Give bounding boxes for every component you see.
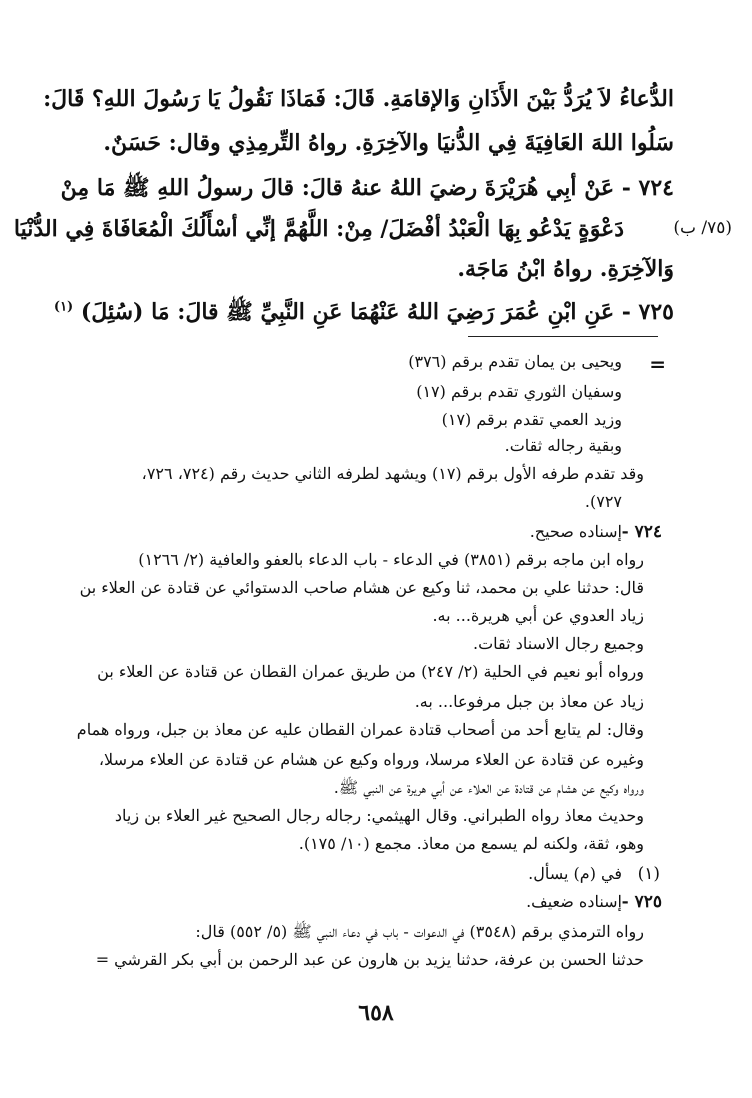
footnote-line: وبقية رجاله ثقات. xyxy=(504,436,622,455)
main-text-line: وَالآخِرَةِ. رواهُ ابْنُ مَاجَة. xyxy=(457,256,674,282)
footnote-line: في (م) يسأل. xyxy=(528,864,622,883)
footnote-line: وسفيان الثوري تقدم برقم (١٧) xyxy=(416,382,622,401)
footnote-line: وحديث معاذ رواه الطبراني. وقال الهيثمي: رجاله رجال الصحيح غير العلاء بن زياد xyxy=(114,806,644,825)
footnote-line: حدثنا الحسن بن عرفة، حدثنا يزيد بن هارون عن عبد الرحمن بن أبي بكر القرشي = xyxy=(95,950,644,969)
hadith-number: ٧٢٤ xyxy=(638,175,674,201)
page-number: ٦٥٨ xyxy=(358,1000,394,1026)
hadith-text: - عَنْ أبِي هُرَيْرَةَ رضيَ اللهُ عنهُ قالَ: قالَ رسولُ اللهِ ﷺ مَا مِنْ xyxy=(60,175,631,201)
hadith-724-line xyxy=(40,174,674,206)
footnote-line: رواه الترمذي برقم (٣٥٤٨) في الدعوات - باب في دعاء النبي ﷺ (٥/ ٥٥٢) قال: xyxy=(195,922,644,941)
footnote-marker: (١) xyxy=(637,864,660,884)
footnote-line: ورواه وكيع عن هشام عن قتادة عن العلاء عن أبي هريرة عن النبي ﷺ. xyxy=(333,778,644,797)
footnote-line: وجميع رجال الاسناد ثقات. xyxy=(473,634,644,653)
footnote-marker: (١) xyxy=(53,299,74,315)
main-text-line: دَعْوَةٍ يَدْعُو بِهَا الْعَبْدُ أفْضَلَ/ مِنْ: اللَّهُمَّ إنِّي أسْأَلُكَ الْمُعَافَاةَ فِي الدُّنْيَا xyxy=(13,216,624,242)
footnote-line: وقال: لم يتابع أحد من أصحاب قتادة عمران القطان عليه عن معاذ بن جبل، ورواه همام xyxy=(76,720,644,739)
footnote-number: ٧٢٥ - xyxy=(621,892,662,912)
footnote-line: وزيد العمي تقدم برقم (١٧) xyxy=(441,410,622,429)
footnote-line: رواه ابن ماجه برقم (٣٨٥١) في الدعاء - باب الدعاء بالعفو والعافية (٢/ ١٢٦٦) xyxy=(138,550,644,569)
footnote-line: إسناده صحيح. xyxy=(529,522,622,541)
footnote-line: إسناده ضعيف. xyxy=(526,892,622,911)
main-text-line: الدُّعاءُ لاَ يُرَدُّ بَيْنَ الأَذَانِ وَالإقامَةِ. قَالَ: فَمَاذَا نَقُولُ يَا رَسُولَ اللهِ؟ قَالَ: xyxy=(43,86,674,112)
footnote-line: ورواه أبو نعيم في الحلية (٢/ ٢٤٧) من طريق عمران القطان عن قتادة عن العلاء بن xyxy=(97,662,644,681)
footnote-separator xyxy=(468,336,658,337)
footnote-number: ٧٢٤ - xyxy=(621,522,662,542)
footnote-line: وهو، ثقة، ولكنه لم يسمع من معاذ. مجمع (١٠/ ١٧٥). xyxy=(298,834,644,853)
hadith-text: - عَنِ ابْنِ عُمَرَ رَضِيَ اللهُ عَنْهُمَا عَنِ النَّبِيِّ ﷺ قالَ: مَا (سُئِلَ) xyxy=(80,299,631,325)
footnote-line: ٧٢٧). xyxy=(584,492,622,511)
hadith-725-line xyxy=(53,298,674,330)
footnote-line: وغيره عن قتادة عن العلاء مرسلا، ورواه وكيع عن هشام عن قتادة عن العلاء مرسلا، xyxy=(98,750,644,769)
hadith-number: ٧٢٥ xyxy=(638,299,674,325)
footnote-line: زياد عن معاذ بن جبل مرفوعا... به. xyxy=(414,692,644,711)
manuscript-folio-note: (٧٥/ ب) xyxy=(673,218,732,238)
continuation-mark: = xyxy=(649,352,666,376)
main-text-line: سَلُوا اللهَ العَافِيَةَ فِي الدُّنيَا والآخِرَةِ. رواهُ التِّرمِذِي وقال: حَسَنٌ. xyxy=(103,130,674,156)
footnote-line: وقد تقدم طرفه الأول برقم (١٧) ويشهد لطرفه الثاني حديث رقم (٧٢٤، ٧٢٦، xyxy=(141,464,644,483)
footnote-line: ويحيى بن يمان تقدم برقم (٣٧٦) xyxy=(408,352,622,371)
footnote-line: زياد العدوي عن أبي هريرة... به. xyxy=(432,606,644,625)
footnote-line: قال: حدثنا علي بن محمد، ثنا وكيع عن هشام صاحب الدستوائي عن قتادة عن العلاء بن xyxy=(79,578,644,597)
